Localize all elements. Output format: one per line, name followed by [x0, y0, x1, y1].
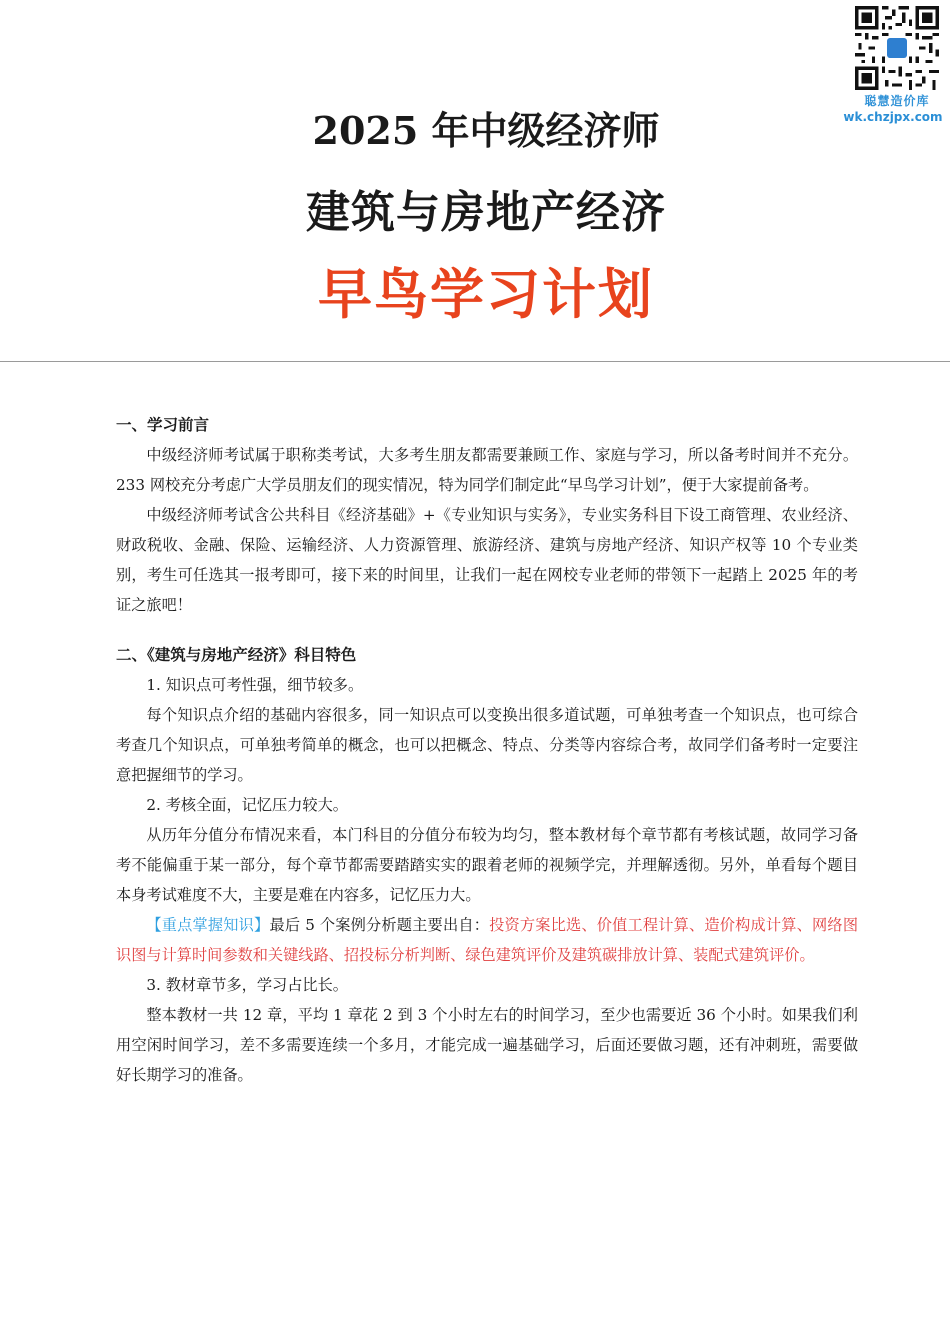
point2-title: 2. 考核全面，记忆压力较大。	[146, 796, 348, 814]
brand-name: 聪慧造价库	[864, 94, 930, 108]
point2-body: 从历年分值分布情况来看，本门科目的分值分布较为均匀，整本教材每个章节都有考核试题，故同学习备考不能偏重于某一部分，每个章节都需要踏踏实实的跟着老师的视频学完，并理解透彻。另外，单看每个题目本身考试难度不大，主要是难在内容多，记忆压力大。	[116, 826, 858, 904]
header-divider	[0, 361, 950, 362]
key-knowledge-paragraph	[116, 910, 858, 970]
point3-body: 整本教材一共 12 章，平均 1 章花 2 到 3 个小时左右的时间学习，至少也需要近 36 个小时。如果我们利用空闲时间学习，差不多需要连续一个多月，才能完成一遍基础学习，后面还要做习题，还有冲刺班，需要做好长期学习的准备。	[116, 1006, 858, 1084]
key-knowledge-intro: 最后 5 个案例分析题主要出自：	[269, 916, 490, 934]
title-plan: 早鸟学习计划	[318, 263, 654, 326]
section2-heading: 二、《建筑与房地产经济》科目特色	[116, 646, 357, 664]
point1-title: 1. 知识点可考性强，细节较多。	[146, 676, 364, 694]
title-subject: 建筑与房地产经济	[306, 187, 666, 238]
brand-url[interactable]: wk.chzjpx.com	[843, 110, 943, 124]
point1-body: 每个知识点介绍的基础内容很多，同一知识点可以变换出很多道试题，可单独考查一个知识点，也可综合考查几个知识点，可单独考简单的概念，也可以把概念、特点、分类等内容综合考，故同学们备考时一定要注意把握细节的学习。	[116, 706, 858, 784]
qr-logo-icon	[885, 36, 909, 60]
section1-paragraph-1: 中级经济师考试属于职称类考试，大多考生朋友都需要兼顾工作、家庭与学习，所以备考时间并不充分。233 网校充分考虑广大学员朋友们的现实情况，特为同学们制定此“早鸟学习计划”，便于大家提前备考。	[116, 446, 858, 494]
key-knowledge-tag: 【重点掌握知识】	[146, 916, 270, 934]
point3-title: 3. 教材章节多，学习占比长。	[146, 976, 348, 994]
section1-heading: 一、学习前言	[116, 416, 210, 434]
document-body	[116, 410, 858, 1090]
key-knowledge-topics: 投资方案比选、价值工程计算、造价构成计算、网络图识图与计算时间参数和关键线路、招投标分析判断、绿色建筑评价及建筑碳排放计算、装配式建筑评价。	[116, 916, 859, 964]
section1-paragraph-2: 中级经济师考试含公共科目《经济基础》+《专业知识与实务》，专业实务科目下设工商管理、农业经济、财政税收、金融、保险、运输经济、人力资源管理、旅游经济、建筑与房地产经济、知识产权等 10 个专业类别，考生可任选其一报考即可，接下来的时间里，让我们一起在网校专业老师的带领下一起踏上 2025 年的考证之旅吧！	[116, 506, 858, 614]
qr-code-icon	[855, 6, 939, 90]
title-year-exam: 2025 年中级经济师	[312, 108, 660, 153]
